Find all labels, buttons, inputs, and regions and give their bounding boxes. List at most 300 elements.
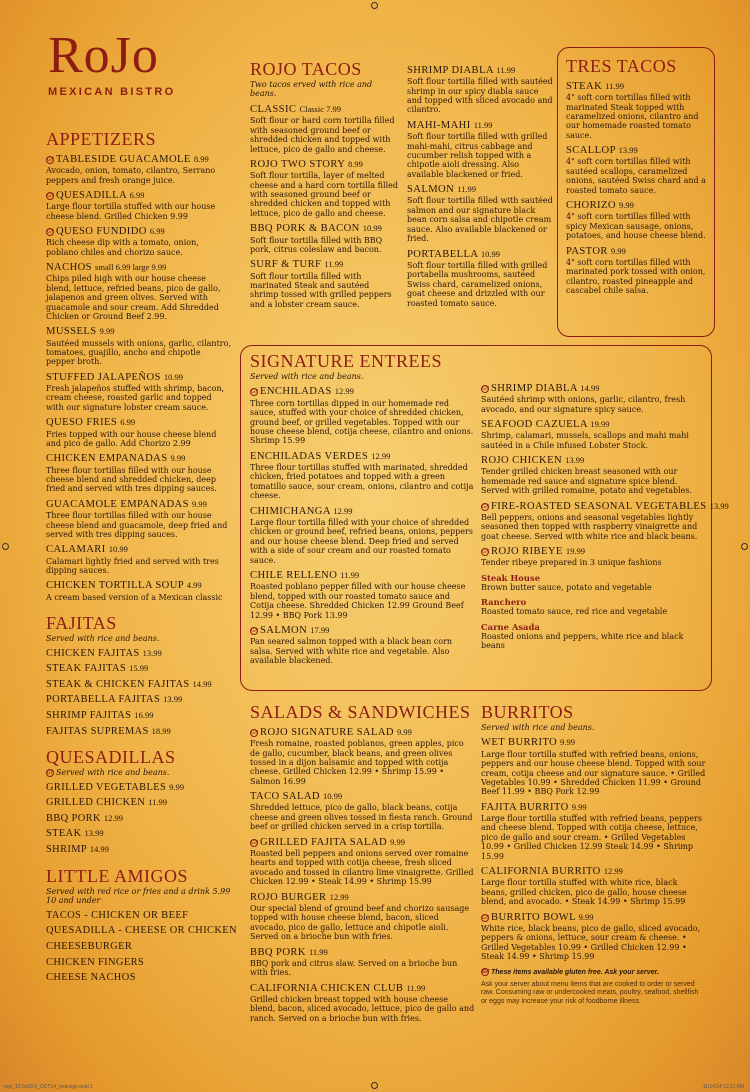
item-heading xyxy=(250,159,400,171)
item-price: 13.99 xyxy=(163,694,183,705)
item-name: BBQ PORK & BACON xyxy=(250,223,360,235)
menu-item xyxy=(250,625,475,665)
item-price: 4.99 xyxy=(186,580,202,591)
rojo-tacos-subtitle: Two tacos erved with rice and beans. xyxy=(250,79,373,99)
column-more-tacos xyxy=(407,60,555,308)
item-description: A cream based version of a Mexican classic xyxy=(46,592,223,602)
item-price: 9.99 xyxy=(191,498,207,509)
menu-item xyxy=(250,451,475,501)
item-description: Fresh romaine, roasted poblanos, green apples, pico de gallo, cucumber, black beans, and green olives tossed in a dijon balsamic and topped with cotija cheese. Grilled Chicken 12.99 • Shrimp 15.99 • Salmon 16.99 xyxy=(250,739,464,786)
item-name: CHICKEN EMPANADAS xyxy=(46,453,168,465)
item-name: BURRITO BOWL xyxy=(491,911,576,923)
item-heading xyxy=(250,947,475,959)
menu-item xyxy=(46,499,231,539)
brand-tagline: MEXICAN BISTRO xyxy=(48,86,176,98)
ribeye-style-description: Roasted tomato sauce, red rice and vegetable xyxy=(481,607,668,617)
item-name: ROJO TWO STORY xyxy=(250,159,345,170)
rojo-tacos-title: ROJO TACOS xyxy=(250,59,362,79)
gluten-free-icon: GF xyxy=(47,770,54,777)
item-description: Roasted poblano pepper filled with our house cheese blend, topped with our roasted tomato sauce and Cotija cheese. Shredded Chicken 12.99 Ground Beef 12.99 • BBQ Pork 13.99 xyxy=(250,582,466,620)
fajitas-title: FAJITAS xyxy=(46,613,117,634)
fajitas-subtitle: Served with rice and beans. xyxy=(46,633,160,643)
item-name: FAJITAS SUPREMAS xyxy=(46,725,149,737)
footer-date: 11/14/14 12:11 AM xyxy=(702,1084,744,1090)
gluten-free-icon: GF xyxy=(251,628,259,635)
kids-item: TACOS - CHICKEN OR BEEF xyxy=(46,909,189,921)
item-price: 12.99 xyxy=(329,891,349,902)
item-description: Large flour tortilla stuffed with our house cheese blend. Grilled Chicken 9.99 xyxy=(46,202,216,221)
ribeye-style-description: Brown butter sauce, potato and vegetable xyxy=(481,582,652,592)
menu-item xyxy=(250,791,475,831)
item-price: 9.99 xyxy=(170,453,186,464)
menu-item xyxy=(46,154,231,185)
item-name: SHRIMP FAJITAS xyxy=(46,709,132,721)
item-name: WET BURRITO xyxy=(481,737,558,749)
item-heading xyxy=(46,226,231,238)
item-price: 8.99 xyxy=(347,159,363,169)
item-name: ROJO RIBEYE xyxy=(491,546,563,558)
item-heading xyxy=(250,983,475,995)
item-description: Rich cheese dip with a tomato, onion, poblano chiles and chorizo sauce. xyxy=(46,238,199,257)
gluten-free-icon: GF xyxy=(482,549,490,556)
menu-item xyxy=(566,200,710,240)
item-price: 13.99 xyxy=(84,828,104,839)
item-heading xyxy=(566,200,710,212)
item-name: GRILLED VEGETABLES xyxy=(46,781,167,793)
column-burritos xyxy=(481,703,706,1006)
menu-item xyxy=(46,544,231,575)
item-price: 11.99 xyxy=(496,65,516,75)
item-price: 12.99 xyxy=(334,386,354,397)
column-signature-right xyxy=(481,378,729,651)
item-heading xyxy=(481,546,705,558)
menu-item xyxy=(481,737,706,796)
item-name: CALAMARI xyxy=(46,544,106,556)
item-price: 9.99 xyxy=(397,726,412,737)
menu-item xyxy=(46,417,231,448)
salads-title: SALADS & SANDWICHES xyxy=(250,702,471,722)
item-price: 9.99 xyxy=(169,781,185,792)
item-description: Three flour tortillas filled with our house cheese blend and guacamole, deep fried and served with tres dipping sauces. xyxy=(46,511,228,539)
item-price: 13.99 xyxy=(618,145,638,156)
item-price: 9.99 xyxy=(610,245,626,256)
item-name: CHICKEN FAJITAS xyxy=(46,647,140,659)
item-description: Roasted bell peppers and onions served over romaine hearts and topped with cotija cheese, fresh sliced avocado and tossed in cilantro lime vinaigrette. Grilled Chicken 12.99 • Steak 14.99 • Shrimp 15.99 xyxy=(250,848,474,887)
item-heading xyxy=(46,372,231,384)
gluten-free-icon: GF xyxy=(482,503,490,510)
item-price: 11.99 xyxy=(406,982,426,993)
item-heading xyxy=(46,154,231,166)
item-heading xyxy=(46,417,231,429)
item-name: MUSSELS xyxy=(46,326,97,338)
brand-name: RoJo xyxy=(48,27,159,84)
menu-line-item xyxy=(46,826,231,842)
menu-item xyxy=(481,455,705,495)
item-name: ROJO CHICKEN xyxy=(481,455,563,467)
item-name: ENCHILADAS xyxy=(260,386,332,398)
menu-item xyxy=(407,120,555,179)
menu-item xyxy=(407,184,555,243)
item-description: Avocado, onion, tomato, cilantro, Serrano peppers and fresh orange juice. xyxy=(46,166,216,185)
item-price: 12.99 xyxy=(333,505,353,516)
menu-item xyxy=(46,262,231,321)
item-price: 11.99 xyxy=(148,797,168,808)
ribeye-style-name: Ranchero xyxy=(481,597,527,608)
item-price: 12.99 xyxy=(603,866,623,877)
item-heading xyxy=(407,249,555,261)
item-heading xyxy=(250,837,475,849)
ribeye-style-name: Carne Asada xyxy=(481,621,540,632)
item-price: 17.99 xyxy=(310,625,330,636)
item-description: White rice, black beans, pico de gallo, sliced avocado, peppers & onions, lettuce, sour cream & cheese. • Grilled Vegetables 10.99 • Grilled Chicken 12.99 • Steak 14.99 • Shrimp 15.99 xyxy=(481,923,701,962)
item-price: 6.99 xyxy=(129,189,145,200)
item-name: SHRIMP xyxy=(46,844,87,856)
menu-item xyxy=(46,372,231,412)
menu-item xyxy=(481,419,705,450)
item-name: CHICKEN TORTILLA SOUP xyxy=(46,580,184,592)
registration-mark-icon xyxy=(371,1082,378,1089)
item-description: Soft flour tortilla filled with grilled mahi-mahi, citrus cabbage and cucumber relish topped with a chipotle aioli dressing. Also available blackened or fried. xyxy=(407,132,548,179)
item-heading xyxy=(566,246,710,258)
item-description: Sautéed mussels with onions, garlic, cilantro, tomatoes, guajillo, ancho and chipotle pepper broth. xyxy=(46,338,231,367)
item-price: 11.99 xyxy=(308,946,328,957)
item-description: Tender ribeye prepared in 3 unique fashions xyxy=(481,558,662,568)
item-heading xyxy=(481,866,706,878)
item-description: Three corn tortillas dipped in our homemade red sauce, stuffed with your choice of shredded chicken, ground beef, or grilled vegetables. Topped with our house cheese blend, cotija cheese, cilantro and onions. Shrimp 15.99 xyxy=(250,398,474,446)
item-description: Fries topped with our house cheese blend and pico de gallo. Add Chorizo 2.99 xyxy=(46,429,217,448)
item-description: Three flour tortillas stuffed with marinated, shredded chicken, fried potatoes and topped with a green tomatillo sauce, sour cream, onions, cilantro and cotija cheese. xyxy=(250,463,474,501)
menu-item xyxy=(481,383,705,414)
item-name: QUESADILLA xyxy=(56,189,127,201)
item-heading xyxy=(250,451,475,463)
menu-item xyxy=(407,249,555,308)
menu-item xyxy=(46,326,231,366)
item-price: 19.99 xyxy=(565,546,585,557)
item-name: QUESO FRIES xyxy=(46,417,118,429)
item-price: 11.99 xyxy=(457,184,477,195)
item-description: Shrimp, calamari, mussels, scallops and mahi mahi sautéed in a Chile infused Lobster Stock. xyxy=(481,431,689,450)
item-heading xyxy=(250,892,475,904)
item-name: CALIFORNIA CHICKEN CLUB xyxy=(250,982,404,994)
item-heading xyxy=(481,419,705,431)
registration-mark-icon xyxy=(741,543,748,550)
item-heading xyxy=(566,145,710,157)
registration-mark-icon xyxy=(2,543,9,550)
item-name: NACHOS xyxy=(46,262,92,274)
quesadillas-title: QUESADILLAS xyxy=(46,747,176,768)
item-description: 4" soft corn tortillas filled with marinated pork tossed with onion, cilantro, roasted pineapple and cascabel chile salsa. xyxy=(566,257,706,296)
item-description: Grilled chicken breast topped with house cheese blend, bacon, sliced avocado, lettuce, pico de gallo and ranch. Served on a brioche bun with fries. xyxy=(250,994,475,1023)
menu-item xyxy=(250,223,400,254)
menu-line-item xyxy=(46,646,231,662)
item-name: ENCHILADAS VERDES xyxy=(250,450,369,462)
item-heading xyxy=(46,580,231,592)
kids-item: QUESADILLA - CHEESE OR CHICKEN xyxy=(46,925,237,937)
item-price: 10.99 xyxy=(323,791,343,802)
item-description: Soft flour tortilla filled with grilled portabella mushrooms, sautéed Swiss chard, caramelized onions, goat cheese and drizzled with our roasted tomato sauce. xyxy=(407,260,548,308)
footer-file: rojo_12.5x18.0_OCT14_redesign.indd 1 xyxy=(4,1084,93,1090)
item-description: Fresh jalapeños stuffed with shrimp, bacon, cream cheese, roasted garlic and topped with our signature lobster cream sauce. xyxy=(46,384,225,412)
gluten-free-icon: GF xyxy=(47,228,55,235)
item-name: FAJITA BURRITO xyxy=(481,801,569,813)
burritos-subtitle: Served with rice and beans. xyxy=(481,722,595,732)
item-name: FIRE-ROASTED SEASONAL VEGETABLES xyxy=(491,500,707,512)
item-description: 4" soft corn tortillas filled with spicy Mexican sausage, onions, potatoes, and house cheese blend. xyxy=(566,212,706,241)
menu-item xyxy=(250,506,475,565)
item-heading xyxy=(481,383,705,395)
menu-item xyxy=(481,866,706,906)
item-description: Soft flour tortilla filled with sautéed shrimp in our spicy diabla sauce and topped with sliced avocado and cilantro. xyxy=(407,77,553,115)
item-price: 11.99 xyxy=(324,259,344,270)
kids-item: CHEESEBURGER xyxy=(46,941,133,952)
item-description: Our special blend of ground beef and chorizo sausage topped with house cheese blend, bacon, sliced avocado, pico de gallo, lettuce and chipotle aioli. Served on a brioche bun with fries. xyxy=(250,903,470,942)
item-heading xyxy=(250,259,400,271)
menu-item xyxy=(481,912,706,962)
menu-line-item xyxy=(46,724,231,740)
item-heading xyxy=(250,570,475,582)
item-name: CHIMICHANGA xyxy=(250,505,331,517)
item-name: TACO SALAD xyxy=(250,791,320,803)
item-price: 14.99 xyxy=(192,678,212,689)
menu-item xyxy=(250,104,400,154)
item-name: GRILLED FAJITA SALAD xyxy=(260,836,388,848)
item-price: 12.99 xyxy=(371,450,391,461)
item-heading xyxy=(407,120,555,132)
logo xyxy=(48,27,218,98)
quesadillas-subtitle-text: Served with rice and beans. xyxy=(56,768,170,778)
disclaimer: Ask your server about menu items that are cooked to order or served raw. Consuming raw or undercooked meats, poultry, seafood, shellfish or eggs may increase your risk of foodborne illness. xyxy=(481,981,699,1005)
item-heading xyxy=(46,262,231,274)
item-name: STUFFED JALAPEÑOS xyxy=(46,371,161,383)
kids-item: CHEESE NACHOS xyxy=(46,972,136,984)
item-name: STEAK xyxy=(46,828,82,840)
item-name: GUACAMOLE EMPANADAS xyxy=(46,498,189,510)
item-price: 9.99 xyxy=(571,801,587,812)
item-description: BBQ pork and citrus slaw. Served on a brioche bun with fries. xyxy=(250,958,458,978)
item-name: CHILE RELLENO xyxy=(250,570,338,582)
gluten-free-note xyxy=(481,968,706,977)
item-description: Soft flour tortilla filled with BBQ pork, citrus coleslaw and bacon. xyxy=(250,235,383,254)
item-description: Pan seared salmon topped with a black bean corn salsa. Served with white rice and vegetable. Also available blackened. xyxy=(250,637,453,666)
gluten-free-icon: GF xyxy=(482,914,490,921)
registration-mark-icon xyxy=(371,2,378,9)
item-price: 12.99 xyxy=(103,812,124,823)
item-name: STEAK xyxy=(566,80,603,92)
menu-item xyxy=(250,983,475,1023)
gluten-free-icon: GF xyxy=(482,386,490,392)
menu-line-item xyxy=(46,795,231,811)
item-heading xyxy=(250,791,475,803)
item-description: Soft flour tortilla, layer of melted cheese and a hard corn tortilla filled with seasoned ground beef or shredded chicken and topped with lettuce, pico de gallo and cheese. xyxy=(250,171,398,218)
little-amigos-title: LITTLE AMIGOS xyxy=(46,865,188,886)
item-price: 15.99 xyxy=(129,663,149,674)
menu-item xyxy=(566,246,710,296)
item-price: 16.99 xyxy=(134,709,154,720)
menu-item xyxy=(250,386,475,445)
item-name: SALMON xyxy=(407,184,455,196)
item-heading xyxy=(250,727,475,739)
item-price: 6.99 xyxy=(149,225,165,236)
item-heading xyxy=(250,386,475,398)
signature-title: SIGNATURE ENTREES xyxy=(250,351,442,371)
menu-item xyxy=(250,727,475,786)
menu-item xyxy=(481,500,729,541)
column-rojo-tacos xyxy=(250,60,400,309)
item-heading xyxy=(46,499,231,511)
gluten-free-icon: GF xyxy=(47,192,55,199)
gluten-free-icon: GF xyxy=(251,729,259,736)
item-price: Classic 7.99 xyxy=(299,104,341,115)
item-heading xyxy=(481,912,706,924)
item-heading xyxy=(250,625,475,637)
item-price: small 6.99 large 9.99 xyxy=(95,262,167,273)
item-description: Calamari lightly fried and served with tres dipping sauces. xyxy=(46,556,219,575)
menu-line-item xyxy=(46,708,231,724)
item-name: BBQ PORK xyxy=(46,812,101,824)
column-tres-tacos xyxy=(566,57,710,296)
item-name: BBQ PORK xyxy=(250,946,306,958)
item-name: STEAK & CHICKEN FAJITAS xyxy=(46,678,190,690)
item-heading xyxy=(407,65,555,77)
item-price: 9.99 xyxy=(390,836,405,847)
item-heading xyxy=(481,500,729,513)
item-name: CLASSIC xyxy=(250,104,297,116)
item-name: PORTABELLA xyxy=(407,248,478,260)
item-name: PORTABELLA FAJITAS xyxy=(46,694,161,706)
gluten-free-note-text: These items available gluten free. Ask your server. xyxy=(491,968,659,976)
item-name: PASTOR xyxy=(566,245,608,257)
menu-line-item xyxy=(46,661,231,677)
ribeye-style-description: Roasted onions and peppers, white rice and black beans xyxy=(481,631,684,651)
item-description: Sautéed shrimp with onions, garlic, cilantro, fresh avocado, and our signature spicy sauce. xyxy=(481,395,686,414)
item-name: STEAK FAJITAS xyxy=(46,663,127,675)
item-description: Bell peppers, onions and seasonal vegetables lightly seasoned then topped with raspberry vinaigrette and goat cheese. Served with white rice and black beans. xyxy=(481,512,698,541)
menu-item xyxy=(250,892,475,942)
item-name: QUESO FUNDIDO xyxy=(56,225,147,237)
item-heading xyxy=(46,326,231,338)
menu-item xyxy=(250,947,475,978)
item-price: 13.99 xyxy=(565,455,585,466)
item-name: SURF & TURF xyxy=(250,259,322,271)
gluten-free-icon: GF xyxy=(251,839,259,846)
item-name: GRILLED CHICKEN xyxy=(46,797,146,809)
menu-item xyxy=(46,453,231,493)
menu-item xyxy=(46,190,231,221)
menu-item xyxy=(250,837,475,887)
item-heading xyxy=(407,184,555,196)
item-description: 4" soft corn tortillas filled with sautéed scallops, caramelized onions, sautéed Swiss chard and a roasted tomato sauce. xyxy=(566,157,706,195)
item-heading xyxy=(46,544,231,556)
menu-line-item xyxy=(46,692,231,708)
signature-subtitle: Served with rice and beans. xyxy=(250,371,364,381)
menu-item xyxy=(566,81,710,140)
item-name: ROJO SIGNATURE SALAD xyxy=(260,726,394,738)
item-name: MAHI-MAHI xyxy=(407,119,471,131)
menu-item xyxy=(481,546,705,568)
menu-item xyxy=(250,570,475,620)
gluten-free-icon: GF xyxy=(251,389,259,396)
item-price: 18.99 xyxy=(151,725,171,736)
item-price: 11.99 xyxy=(605,80,625,91)
item-description: Large flour tortilla filled with your choice of shredded chicken or ground beef, refried beans, onions, peppers and our house cheese blend. Deep fried and served with a side of sour cream and our roasted tomato sauce. xyxy=(250,517,473,565)
item-heading xyxy=(46,190,231,202)
item-heading xyxy=(481,802,706,814)
appetizers-title: APPETIZERS xyxy=(46,129,157,149)
little-amigos-subtitle: Served with red rice or fries and a drink 5.99 10 and under xyxy=(46,886,231,906)
item-price: 11.99 xyxy=(473,119,493,130)
item-name: ROJO BURGER xyxy=(250,891,327,903)
item-heading xyxy=(250,223,400,235)
item-description: Three flour tortillas filled with our house cheese blend and shredded chicken, deep fried and served with tres dipping sauces. xyxy=(46,465,217,494)
item-name: SHRIMP DIABLA xyxy=(491,383,578,394)
item-name: SCALLOP xyxy=(566,145,616,157)
item-price: 9.99 xyxy=(618,200,634,211)
ribeye-style-name: Steak House xyxy=(481,572,541,583)
item-name: CALIFORNIA BURRITO xyxy=(481,866,601,878)
item-heading xyxy=(46,453,231,465)
item-heading xyxy=(566,81,710,93)
item-price: 10.99 xyxy=(108,544,128,555)
item-price: 14.99 xyxy=(89,844,109,855)
item-description: Tender grilled chicken breast seasoned with our homemade red sauce and signature spice blend. Served with grilled romaine, potato and vegetables. xyxy=(481,467,693,496)
item-description: Chips piled high with our house cheese blend, lettuce, refried beans, pico de gallo, jalapenos and green olives. Served with guacamole and sour cream. Add Shredded Chicken or Ground Beef 2.99. xyxy=(46,274,221,321)
gluten-free-icon: GF xyxy=(482,968,490,975)
item-price: 9.99 xyxy=(578,911,594,922)
gluten-free-icon: GF xyxy=(47,156,55,163)
menu-item xyxy=(250,159,400,218)
item-name: SHRIMP DIABLA xyxy=(407,65,494,76)
menu-item xyxy=(407,65,555,115)
item-description: Soft flour tortilla filled with marinated Steak and sautéed shrimp tossed with grilled peppers and a lobster cream sauce. xyxy=(250,271,392,309)
item-description: Large flour tortilla stuffed with refried beans, onions, peppers and our house cheese blend. Topped with sour cream, cotija cheese and our signature sauce. • Grilled Vegetables 10.99 • Shredded Chicken 11.99 • Ground Beef 11.99 • BBQ Pork 12.99 xyxy=(481,749,706,797)
column-signature-left xyxy=(250,352,475,666)
item-description: 4" soft corn tortillas filled with marinated Steak topped with caramelized onions, cilantro and our homemade roasted tomato sauce. xyxy=(566,93,699,140)
menu-line-item xyxy=(46,811,231,827)
item-description: Large flour tortilla stuffed with white rice, black beans, grilled chicken, pico de gallo, house cheese blend, and avocado. • Steak 14.99 • Shrimp 15.99 xyxy=(481,878,687,907)
item-price: 6.99 xyxy=(120,417,136,428)
item-price: 8.99 xyxy=(193,153,209,164)
item-description: Soft flour tortilla filled with sautéed salmon and our signature black bean corn salsa and chipotle cream sauce. Also available blackened or fried. xyxy=(407,196,553,244)
item-name: SEAFOOD CAZUELA xyxy=(481,419,588,431)
kids-item: CHICKEN FINGERS xyxy=(46,956,145,968)
item-price: 10.99 xyxy=(163,371,184,382)
menu-item xyxy=(481,802,706,861)
item-name: TABLESIDE GUACAMOLE xyxy=(56,153,191,165)
item-heading xyxy=(481,737,706,749)
item-description: Shredded lettuce, pico de gallo, black beans, cotija cheese and green olives tossed in fiesta ranch. Ground beef or grilled chicken served in a crisp tortilla. xyxy=(250,803,473,832)
burritos-title: BURRITOS xyxy=(481,702,574,722)
item-description: Large flour tortilla stuffed with refried beans, peppers and cheese blend. Topped with cotija cheese, lettuce, pico de gallo and sour cream. • Grilled Vegetables 10.99 • Grilled Chicken 12.99 Steak 14.99 • Shrimp 15.99 xyxy=(481,814,702,861)
menu-item xyxy=(566,145,710,195)
item-price: 10.99 xyxy=(362,223,382,234)
item-name: SALMON xyxy=(260,625,308,637)
menu-item xyxy=(250,259,400,309)
item-price: 9.99 xyxy=(99,326,115,337)
menu-line-item xyxy=(46,677,231,693)
item-heading xyxy=(250,104,400,116)
quesadillas-subtitle xyxy=(46,768,231,778)
item-heading xyxy=(481,455,705,467)
column-appetizers xyxy=(46,129,237,986)
item-name: CHORIZO xyxy=(566,200,616,212)
item-description: Soft flour or hard corn tortilla filled with seasoned ground beef or shredded chicken and topped with lettuce, pico de gallo and cheese. xyxy=(250,116,395,154)
menu-line-item xyxy=(46,780,231,796)
tres-tacos-title: TRES TACOS xyxy=(566,56,677,76)
menu-item xyxy=(46,580,231,602)
item-heading xyxy=(250,506,475,518)
item-price: 14.99 xyxy=(580,383,600,393)
item-price: 19.99 xyxy=(590,419,610,430)
